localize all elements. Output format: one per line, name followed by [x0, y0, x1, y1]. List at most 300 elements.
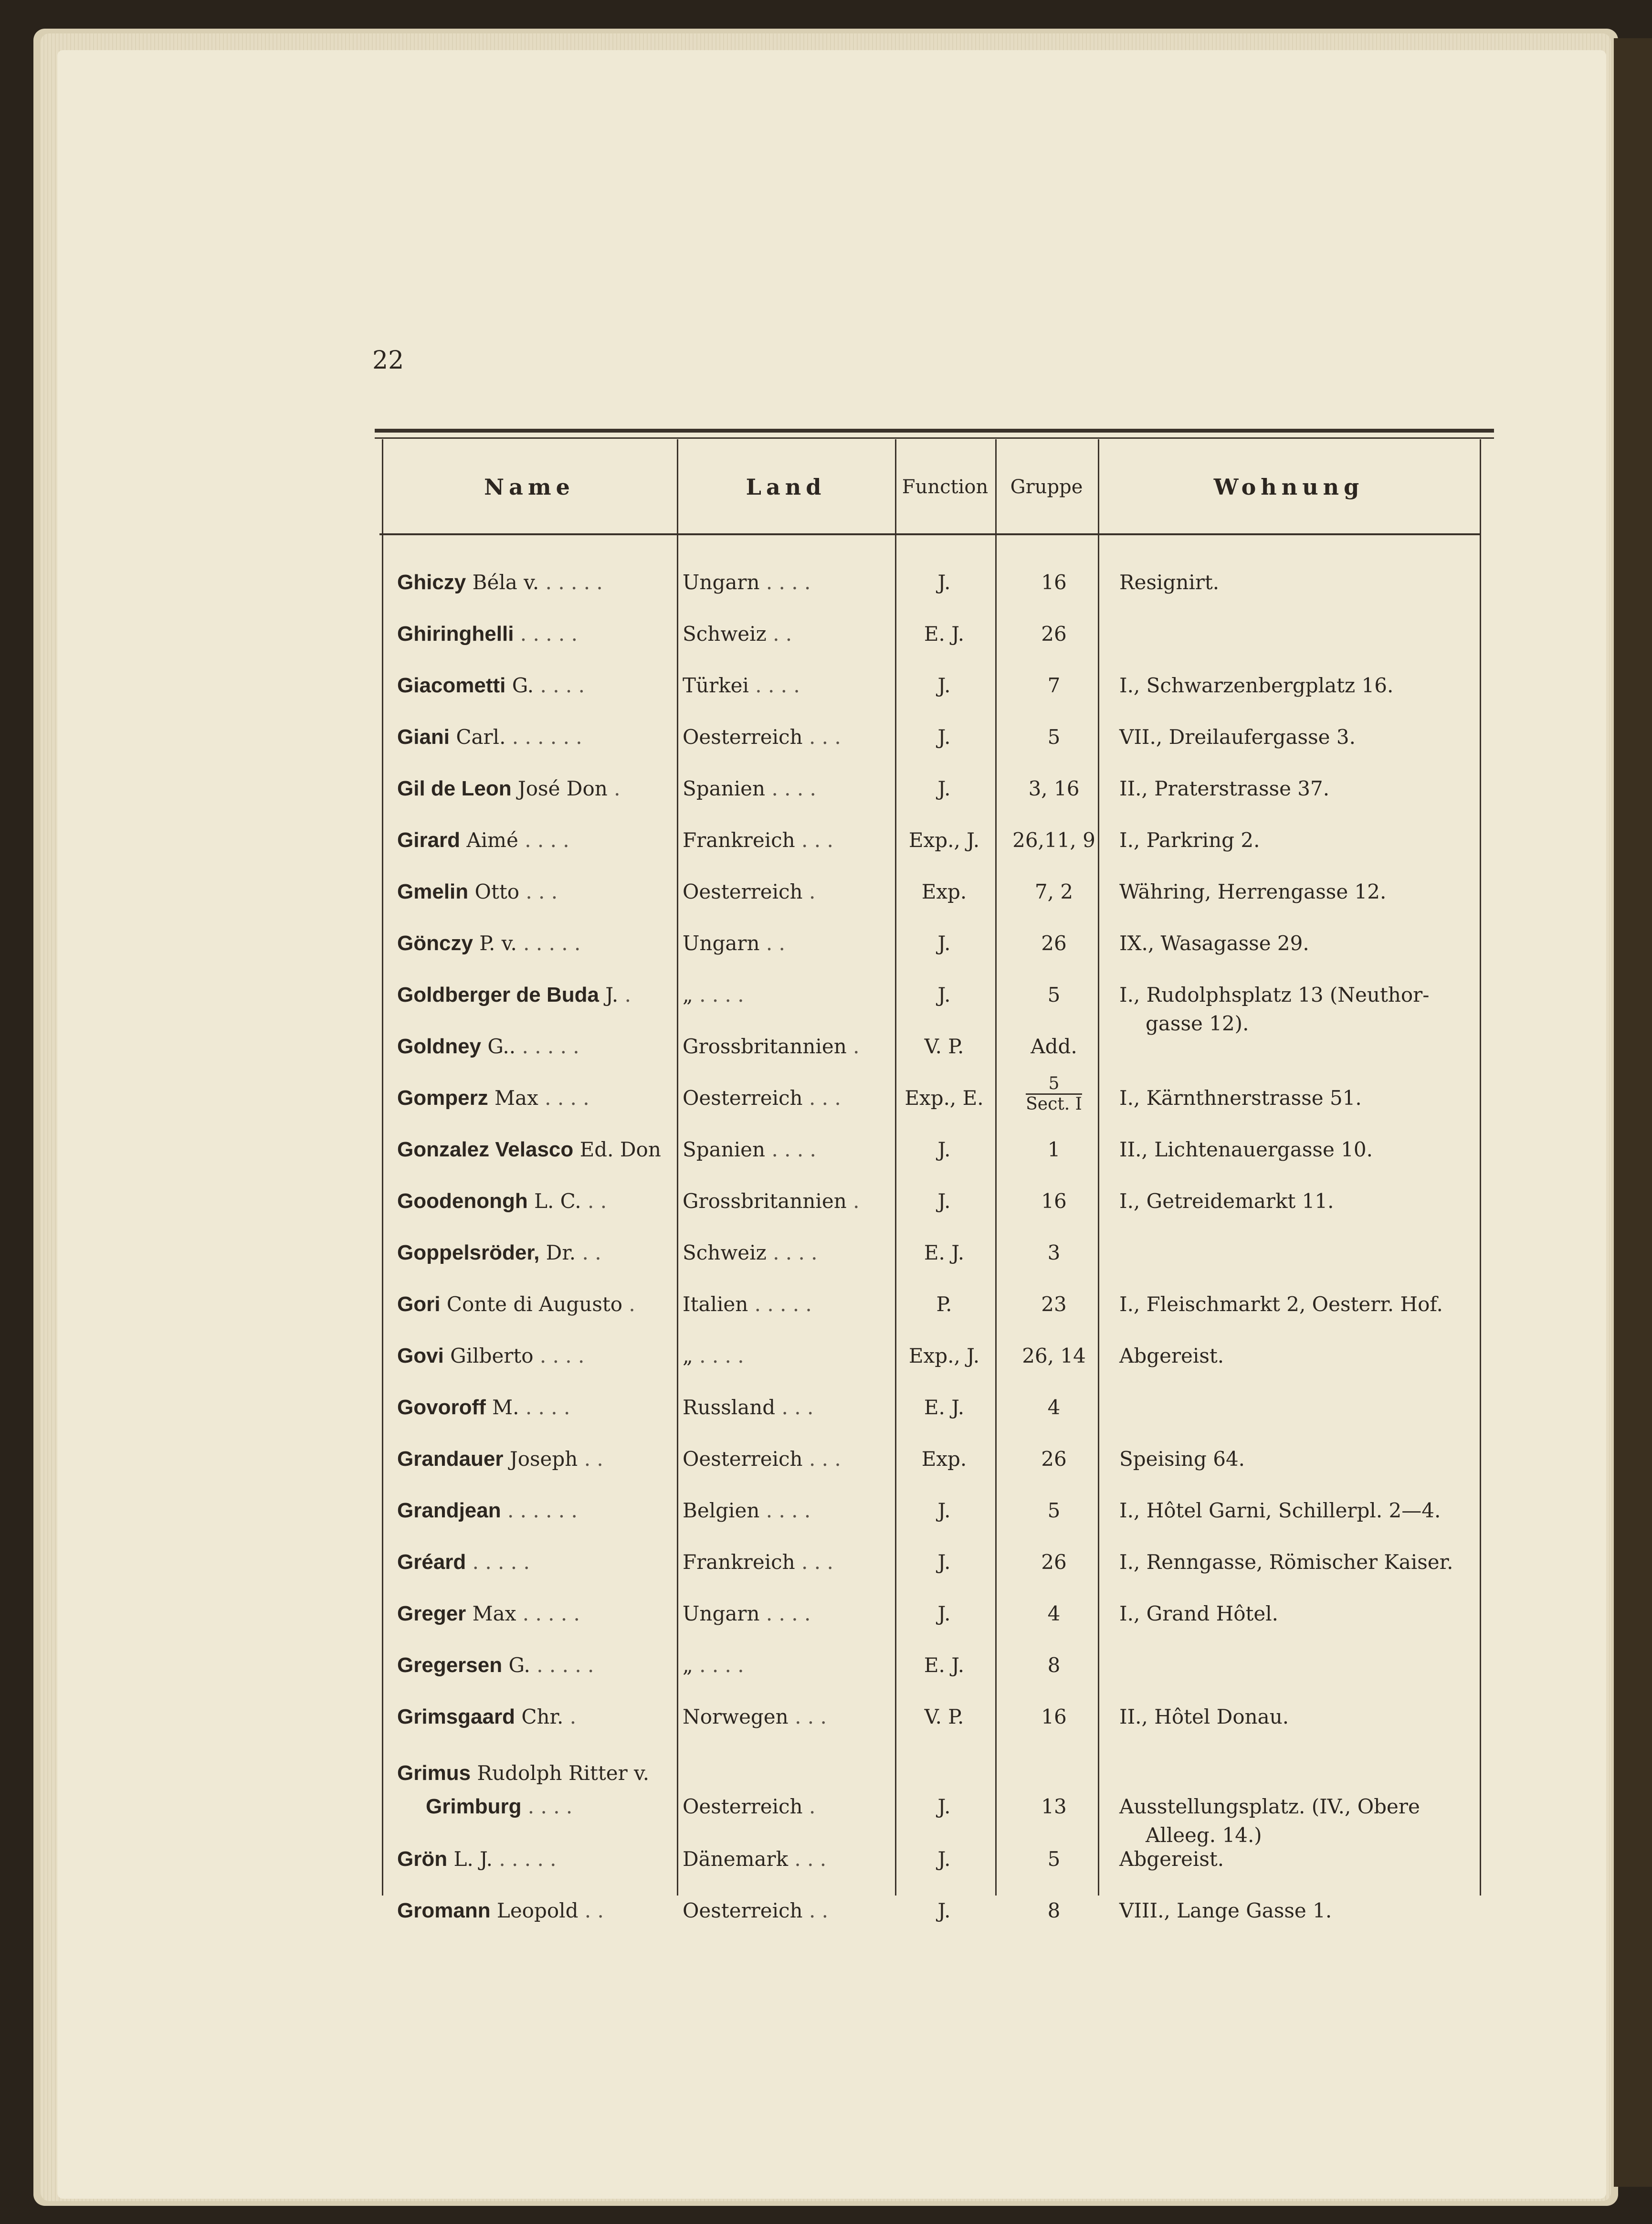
cell-land	[683, 1236, 818, 1270]
cell-name	[397, 720, 582, 754]
cell-wohnung	[1119, 1185, 1334, 1218]
country: „	[683, 1653, 693, 1677]
leader-dots: . . .	[802, 725, 841, 749]
cell-function: E. J.	[924, 1653, 965, 1677]
cell-name	[397, 1649, 594, 1682]
gruppe-denominator: Sect. I	[1026, 1094, 1082, 1114]
cell-function: E. J.	[924, 1396, 965, 1419]
country: Schweiz	[683, 622, 767, 646]
surname: Giani	[397, 725, 450, 749]
surname: Govoroff	[397, 1396, 486, 1419]
table-row	[0, 1442, 1652, 1485]
country: Türkei	[683, 674, 749, 697]
leader-dots: . .	[578, 1447, 603, 1471]
cell-name	[397, 1757, 649, 1823]
cell-land	[683, 1597, 810, 1631]
cell-gruppe: 5	[1047, 983, 1061, 1006]
cell-name	[397, 1288, 635, 1321]
table-row	[0, 1133, 1652, 1176]
cell-name	[397, 772, 621, 805]
given-name: G.	[502, 1653, 530, 1677]
country: Ungarn	[683, 932, 760, 955]
page-number: 22	[372, 346, 404, 375]
given-name: Dr.	[539, 1241, 576, 1264]
table-row	[0, 617, 1652, 660]
header-function: Function	[902, 476, 989, 498]
cell-name	[397, 1700, 576, 1734]
surname: Gromann	[397, 1899, 491, 1922]
cell-function: J.	[937, 1795, 951, 1818]
surname: Grimus	[397, 1761, 471, 1785]
leader-dots: . . . . .	[492, 1847, 557, 1871]
cell-land	[683, 1030, 859, 1063]
cell-function: Exp., J.	[908, 1344, 980, 1367]
surname: Grimsgaard	[397, 1705, 515, 1728]
cell-land	[683, 1649, 744, 1682]
address: Ausstellungsplatz. (IV., Obere	[1119, 1795, 1420, 1818]
leader-dots: . .	[581, 1189, 607, 1213]
cell-land	[683, 1339, 744, 1373]
leader-dots: .	[563, 1705, 577, 1728]
given-name: Gilberto	[443, 1344, 534, 1367]
table-row	[0, 1649, 1652, 1692]
address: I., Kärnthnerstrasse 51.	[1119, 1086, 1362, 1110]
country: Oesterreich	[683, 1447, 803, 1471]
cell-wohnung	[1119, 1597, 1278, 1631]
header-land: Land	[746, 474, 826, 500]
table-row	[0, 669, 1652, 712]
address-continued: gasse 12).	[1146, 1012, 1249, 1035]
leader-dots: . . . . .	[516, 1602, 580, 1625]
surname-continued: Grimburg	[426, 1795, 522, 1818]
cell-function: J.	[937, 674, 951, 697]
leader-dots: . . . .	[766, 1241, 818, 1264]
cell-function: V. P.	[924, 1705, 964, 1728]
cell-land	[683, 617, 792, 651]
leader-dots: . . . .	[534, 674, 585, 697]
leader-dots: .	[802, 1795, 816, 1818]
gruppe-fraction	[1026, 1074, 1082, 1114]
cell-name	[397, 1843, 557, 1876]
leader-dots: . .	[766, 622, 792, 646]
country: Oesterreich	[683, 1795, 803, 1818]
leader-dots: . . . .	[518, 828, 569, 852]
given-name: L. J.	[447, 1847, 493, 1871]
top-rule-thick	[375, 429, 1494, 433]
cell-land	[683, 1790, 815, 1823]
address: I., Grand Hôtel.	[1119, 1602, 1279, 1625]
leader-dots: . .	[576, 1241, 601, 1264]
surname: Govi	[397, 1344, 444, 1367]
leader-dots: . . .	[775, 1396, 814, 1419]
cell-name	[397, 1185, 607, 1218]
cell-function: J.	[937, 1847, 951, 1871]
table-row	[0, 875, 1652, 918]
surname: Grandjean	[397, 1499, 501, 1522]
leader-dots: . . . .	[693, 1344, 744, 1367]
given-name: Ed. Don	[573, 1138, 661, 1161]
surname: Gmelin	[397, 880, 469, 903]
given-name: Carl.	[450, 725, 506, 749]
table-row	[0, 1339, 1652, 1382]
cell-gruppe: 5	[1047, 1499, 1061, 1522]
cell-name	[397, 1894, 604, 1927]
cell-land	[683, 1894, 828, 1927]
cell-name	[397, 1494, 578, 1527]
table-row	[0, 1185, 1652, 1228]
leader-dots: . .	[759, 932, 785, 955]
cell-gruppe: 7	[1047, 674, 1061, 697]
cell-name	[397, 566, 603, 599]
cell-wohnung	[1119, 927, 1309, 960]
cell-land	[683, 1288, 812, 1321]
cell-wohnung	[1119, 669, 1393, 702]
cell-land	[683, 1442, 841, 1476]
given-name: Max	[488, 1086, 538, 1110]
cell-name	[397, 669, 585, 702]
given-name: J.	[599, 983, 619, 1006]
country: Belgien	[683, 1499, 760, 1522]
surname: Goppelsröder,	[397, 1241, 540, 1264]
cell-gruppe: 8	[1047, 1653, 1061, 1677]
leader-dots: . . . .	[759, 1499, 811, 1522]
surname: Gregersen	[397, 1653, 503, 1677]
cell-function: J.	[937, 1189, 951, 1213]
cell-land	[683, 875, 815, 909]
cell-gruppe: 26,11, 9	[1012, 828, 1095, 852]
cell-name	[397, 1236, 601, 1270]
cell-gruppe: 3	[1047, 1241, 1061, 1264]
country: Russland	[683, 1396, 776, 1419]
cell-gruppe: 26	[1041, 932, 1067, 955]
country: Schweiz	[683, 1241, 767, 1264]
cell-wohnung	[1119, 1442, 1245, 1476]
table-row	[0, 566, 1652, 609]
leader-dots: . .	[578, 1899, 604, 1922]
address: I., Parkring 2.	[1119, 828, 1260, 852]
leader-dots: . . .	[795, 1550, 833, 1574]
cell-name	[397, 1546, 530, 1579]
given-name: L. C.	[527, 1189, 581, 1213]
country: „	[683, 983, 693, 1006]
leader-dots: . . . .	[765, 777, 816, 800]
address: VII., Dreilaufergasse 3.	[1119, 725, 1356, 749]
cell-name	[397, 1442, 603, 1476]
address: I., Renngasse, Römischer Kaiser.	[1119, 1550, 1453, 1574]
cell-function: E. J.	[924, 1241, 965, 1264]
cell-wohnung	[1119, 772, 1329, 805]
surname: Gori	[397, 1292, 441, 1316]
country: Ungarn	[683, 1602, 760, 1625]
cell-gruppe: 26	[1041, 1447, 1067, 1471]
cell-wohnung	[1119, 824, 1260, 857]
table-row	[0, 824, 1652, 867]
header-rule	[379, 533, 1480, 535]
address: II., Hôtel Donau.	[1119, 1705, 1289, 1728]
table-row	[0, 1288, 1652, 1331]
surname: Girard	[397, 828, 461, 852]
cell-name	[397, 1391, 570, 1424]
address-continued: Alleeg. 14.)	[1146, 1823, 1262, 1847]
cell-gruppe: 16	[1041, 1705, 1067, 1728]
cell-function: J.	[937, 1550, 951, 1574]
address: Speising 64.	[1119, 1447, 1245, 1471]
cell-name	[397, 875, 558, 909]
address: I., Getreidemarkt 11.	[1119, 1189, 1334, 1213]
cell-function: Exp.	[921, 1447, 967, 1471]
table-row	[0, 1843, 1652, 1885]
given-name: Conte di Augusto	[440, 1292, 623, 1316]
given-name: M.	[485, 1396, 519, 1419]
cell-land	[683, 720, 841, 754]
cell-name	[397, 1081, 589, 1115]
address: II., Praterstrasse 37.	[1119, 777, 1330, 800]
cell-gruppe: 4	[1047, 1396, 1061, 1419]
cell-wohnung	[1119, 1494, 1441, 1527]
surname: Greger	[397, 1602, 466, 1625]
country: Oesterreich	[683, 880, 803, 903]
cell-gruppe: Add.	[1031, 1035, 1077, 1058]
address: Abgereist.	[1119, 1847, 1224, 1871]
cell-name	[397, 617, 578, 651]
cell-wohnung	[1119, 1894, 1332, 1927]
cell-wohnung	[1119, 1700, 1289, 1734]
cell-land	[683, 824, 833, 857]
cell-wohnung	[1119, 875, 1386, 909]
address: I., Rudolphsplatz 13 (Neuthor-	[1119, 983, 1430, 1006]
cell-land	[683, 1494, 810, 1527]
leader-dots: . . . . .	[539, 571, 603, 594]
cell-land	[683, 772, 816, 805]
table-row	[0, 1546, 1652, 1589]
leader-dots: .	[846, 1189, 860, 1213]
surname: Goldberger de Buda	[397, 983, 599, 1006]
leader-dots: .	[622, 1292, 635, 1316]
given-name: Joseph	[503, 1447, 578, 1471]
country: Spanien	[683, 777, 766, 800]
top-rule-thin	[375, 437, 1494, 439]
address: VIII., Lange Gasse 1.	[1119, 1899, 1332, 1922]
cell-name	[397, 1597, 580, 1631]
cell-land	[683, 1081, 841, 1115]
given-name: José Don	[511, 777, 608, 800]
surname: Goldney	[397, 1035, 482, 1058]
leader-dots: . . . .	[533, 1344, 585, 1367]
given-name: Aimé	[460, 828, 518, 852]
cell-name	[397, 1339, 584, 1373]
table-row	[0, 720, 1652, 763]
cell-function: J.	[937, 932, 951, 955]
cell-wohnung	[1119, 978, 1430, 1035]
cell-gruppe: 23	[1041, 1292, 1067, 1316]
cell-gruppe: 5	[1047, 1847, 1061, 1871]
table-row	[0, 1236, 1652, 1279]
cell-name	[397, 824, 569, 857]
leader-dots: . . . .	[538, 1086, 589, 1110]
cell-gruppe: 16	[1041, 571, 1067, 594]
cell-land	[683, 1843, 826, 1876]
cell-name	[397, 978, 631, 1012]
cell-function: J.	[937, 983, 951, 1006]
given-name: Max	[466, 1602, 516, 1625]
cell-gruppe	[997, 1074, 1111, 1114]
surname: Ghiczy	[397, 571, 466, 594]
cell-wohnung	[1119, 1790, 1420, 1847]
country: Norwegen	[683, 1705, 789, 1728]
leader-dots: . . . . .	[530, 1653, 594, 1677]
cell-function: J.	[937, 1138, 951, 1161]
address: I., Schwarzenbergplatz 16.	[1119, 674, 1394, 697]
cell-name	[397, 1030, 579, 1063]
table-row	[0, 1391, 1652, 1434]
given-name: Leopold	[490, 1899, 579, 1922]
country: „	[683, 1344, 693, 1367]
given-name: P. v.	[473, 932, 517, 955]
leader-dots: . . . .	[748, 674, 800, 697]
leader-dots: .	[607, 777, 621, 800]
table-row	[0, 1030, 1652, 1073]
surname: Giacometti	[397, 674, 506, 697]
cell-function: J.	[937, 571, 951, 594]
leader-dots: . . .	[802, 1086, 841, 1110]
table-row	[0, 1700, 1652, 1743]
cell-land	[683, 566, 810, 599]
cell-gruppe: 13	[1041, 1795, 1067, 1818]
leader-dots: . . . .	[693, 1653, 744, 1677]
country: Frankreich	[683, 1550, 795, 1574]
country: Frankreich	[683, 828, 795, 852]
surname: Gomperz	[397, 1086, 488, 1110]
cell-land	[683, 927, 785, 960]
table-row	[0, 1597, 1652, 1640]
leader-dots: . . . .	[759, 571, 811, 594]
cell-wohnung	[1119, 566, 1219, 599]
surname: Goodenongh	[397, 1189, 528, 1213]
header-gruppe: Gruppe	[1010, 476, 1083, 498]
given-name: Otto	[468, 880, 519, 903]
table-row	[0, 1074, 1652, 1124]
leader-dots: . . . . .	[748, 1292, 812, 1316]
leader-dots: . . .	[795, 828, 833, 852]
cell-gruppe: 5	[1047, 725, 1061, 749]
leader-dots: . . .	[788, 1705, 827, 1728]
cell-gruppe: 8	[1047, 1899, 1061, 1922]
cell-gruppe: 1	[1047, 1138, 1061, 1161]
leader-dots: .	[802, 880, 816, 903]
table-row	[0, 927, 1652, 970]
leader-dots: .	[846, 1035, 860, 1058]
table-row	[0, 1894, 1652, 1937]
leader-dots: . . . . .	[516, 932, 581, 955]
cell-land	[683, 669, 800, 702]
address: I., Fleischmarkt 2, Oesterr. Hof.	[1119, 1292, 1443, 1316]
leader-dots: . . . .	[521, 1795, 573, 1818]
leader-dots: .	[618, 983, 631, 1006]
table-row	[0, 1757, 1652, 1847]
surname: Gonzalez Velasco	[397, 1138, 574, 1161]
surname: Ghiringhelli	[397, 622, 514, 646]
address: I., Hôtel Garni, Schillerpl. 2—4.	[1119, 1499, 1441, 1522]
leader-dots: . . . . . .	[501, 1499, 578, 1522]
header-wohnung: Wohnung	[1213, 474, 1364, 500]
leader-dots: . . . .	[765, 1138, 816, 1161]
cell-land	[683, 1185, 859, 1218]
leader-dots: . . . . . .	[505, 725, 582, 749]
cell-function: Exp., E.	[905, 1086, 984, 1110]
surname: Gil de Leon	[397, 777, 512, 800]
cell-wohnung	[1119, 720, 1356, 754]
given-name: Chr.	[515, 1705, 564, 1728]
country: Oesterreich	[683, 1899, 803, 1922]
cell-function: Exp.	[921, 880, 967, 903]
cell-wohnung	[1119, 1339, 1224, 1373]
cell-wohnung	[1119, 1843, 1224, 1876]
cell-land	[683, 978, 744, 1012]
country: Dänemark	[683, 1847, 789, 1871]
cell-function: J.	[937, 725, 951, 749]
cell-wohnung	[1119, 1546, 1453, 1579]
leader-dots: . . . . .	[466, 1550, 530, 1574]
leader-dots: . . . . .	[514, 622, 578, 646]
table-row	[0, 772, 1652, 815]
cell-wohnung	[1119, 1133, 1373, 1166]
cell-gruppe: 26	[1041, 1550, 1067, 1574]
given-name: G..	[481, 1035, 516, 1058]
cell-gruppe: 16	[1041, 1189, 1067, 1213]
cell-gruppe: 26, 14	[1022, 1344, 1086, 1367]
cell-function: Exp., J.	[908, 828, 980, 852]
cell-land	[683, 1700, 827, 1734]
cell-gruppe: 4	[1047, 1602, 1061, 1625]
leader-dots: . . . .	[693, 983, 744, 1006]
address: Abgereist.	[1119, 1344, 1224, 1367]
leader-dots: . . .	[519, 880, 558, 903]
given-name: Béla v.	[466, 571, 539, 594]
surname: Grandauer	[397, 1447, 504, 1471]
leader-dots: . . .	[802, 1447, 841, 1471]
cell-name	[397, 927, 580, 960]
table-row	[0, 1494, 1652, 1537]
cell-function: J.	[937, 1899, 951, 1922]
cell-gruppe: 26	[1041, 622, 1067, 646]
country: Grossbritannien	[683, 1189, 847, 1213]
cell-function: J.	[937, 777, 951, 800]
cell-function: J.	[937, 1602, 951, 1625]
cell-land	[683, 1391, 813, 1424]
address: II., Lichtenauergasse 10.	[1119, 1138, 1373, 1161]
cell-land	[683, 1133, 816, 1166]
cell-gruppe: 7, 2	[1034, 880, 1073, 903]
surname: Grön	[397, 1847, 448, 1871]
surname: Gönczy	[397, 932, 473, 955]
leader-dots: . . .	[788, 1847, 827, 1871]
address: Währing, Herrengasse 12.	[1119, 880, 1387, 903]
leader-dots: . .	[802, 1899, 828, 1922]
given-name: Rudolph Ritter v.	[471, 1761, 650, 1785]
country: Italien	[683, 1292, 748, 1316]
cell-wohnung	[1119, 1288, 1443, 1321]
address: Resignirt.	[1119, 571, 1220, 594]
cell-wohnung	[1119, 1081, 1362, 1115]
cell-function: P.	[936, 1292, 952, 1316]
address: IX., Wasagasse 29.	[1119, 932, 1309, 955]
table-row	[0, 978, 1652, 1035]
cell-function: E. J.	[924, 622, 965, 646]
leader-dots: . . . .	[759, 1602, 811, 1625]
country: Ungarn	[683, 571, 760, 594]
gruppe-numerator: 5	[1048, 1074, 1060, 1093]
given-name: G.	[505, 674, 534, 697]
